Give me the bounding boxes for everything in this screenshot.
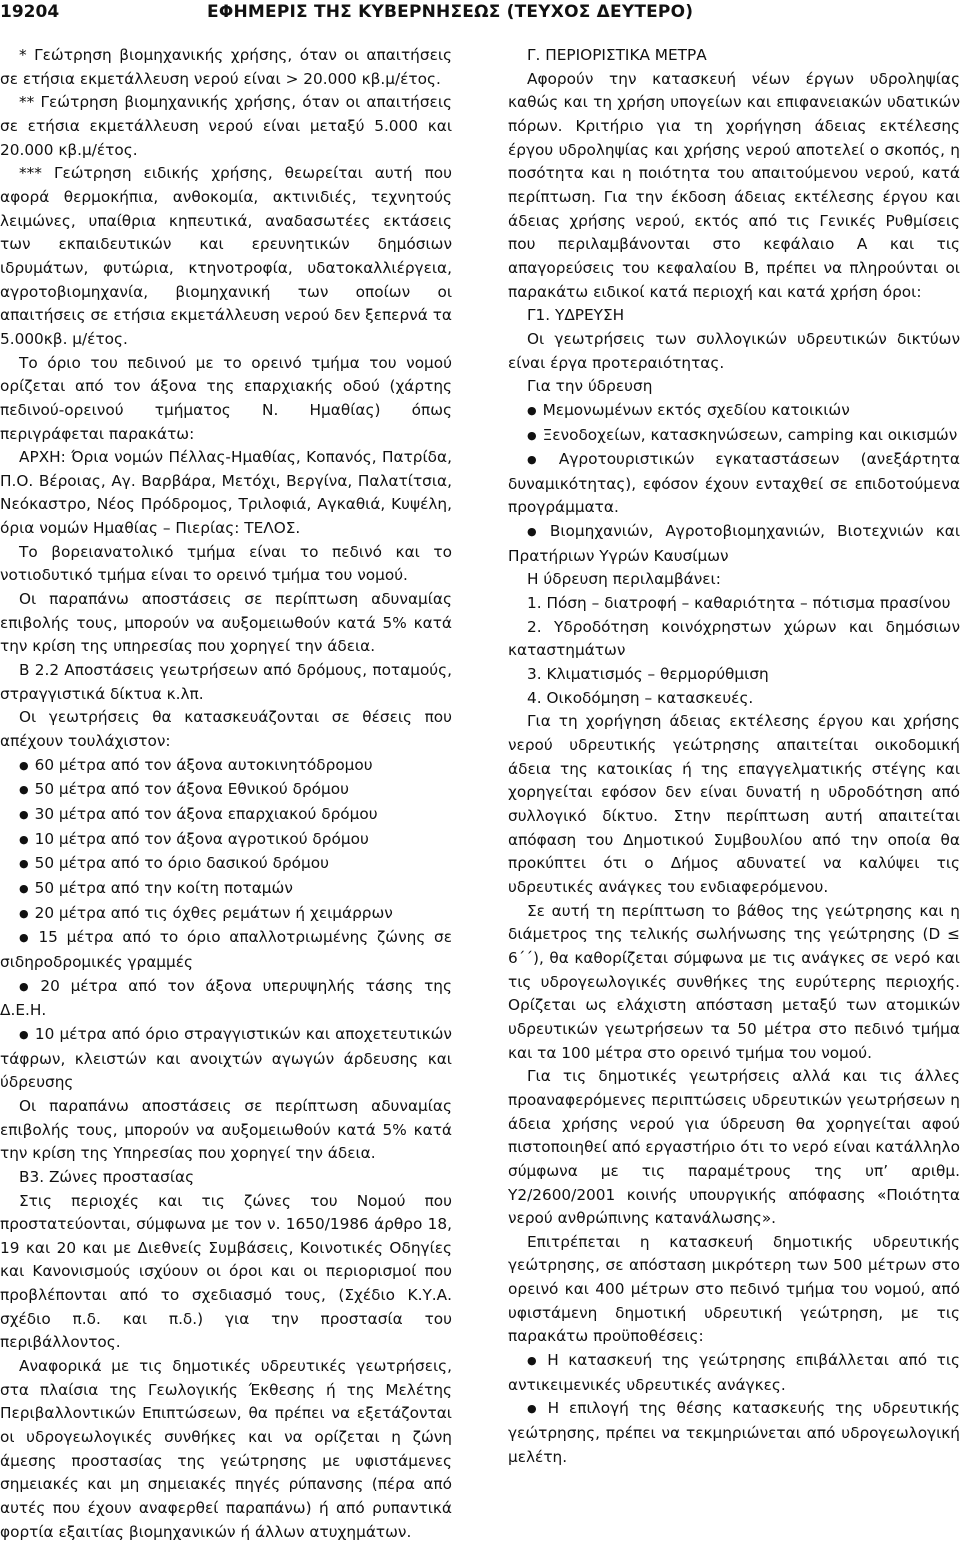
bullet-item: ● Η κατασκευή της γεώτρησης επιβάλλεται από τις αντικειμενικές υδρευτικές ανάγκες. — [508, 1349, 960, 1397]
paragraph: Β 2.2 Αποστάσεις γεωτρήσεων από δρόμους, ποταμούς, στραγγιστικά δίκτυα κ.λπ. — [0, 661, 452, 703]
bullet-item: ● 20 μέτρα από τον άξονα υπερυψηλής τάσης της Δ.Ε.Η. — [0, 975, 452, 1023]
bullet-item: ● 10 μέτρα από όριο στραγγιστικών και αποχετευτικών τάφρων, κλειστών και ανοιχτών αγωγών άρδευσης και ύδρευσης — [0, 1023, 452, 1095]
paragraph: Για τη χορήγηση άδειας εκτέλεσης έργου και χρήσης νερού υδρευτικής γεώτρησης απαιτείται οικοδομική άδεια της κατοικίας ή της επαγγελματικής στέγης και χορηγείται εφόσον δεν είναι δυνατή η υδροδότηση από συλλογικό δίκτυο. Στην περίπτωση αυτή απαιτείται απόφαση του Δημοτικού Συμβουλίου από την οποία θα προκύπτει ότι ο Δήμος αδυνατεί να καλύψει τις υδρευτικές ανάγκες του ενδιαφερόμενου. — [508, 712, 960, 896]
page-number: 19204 — [0, 2, 60, 22]
bullet-item: ● Αγροτουριστικών εγκαταστάσεων (ανεξάρτητα δυναμικότητας), εφόσον έχουν ενταχθεί σε επιδοτούμενα προγράμματα. — [508, 448, 960, 520]
running-title: ΕΦΗΜΕΡΙΣ ΤΗΣ ΚΥΒΕΡΝΗΣΕΩΣ (ΤΕΥΧΟΣ ΔΕΥΤΕΡΟ) — [207, 2, 694, 22]
right-column — [508, 44, 960, 1469]
bullet-item: ● 50 μέτρα από το όριο δασικού δρόμου — [0, 852, 452, 877]
bullet-item: ● 15 μέτρα από το όριο απαλλοτριωμένης ζώνης σε σιδηροδρομικές γραμμές — [0, 926, 452, 974]
bullet-item: ● 60 μέτρα από τον άξονα αυτοκινητόδρομου — [0, 754, 452, 779]
bullet-item: ● Βιομηχανιών, Αγροτοβιομηχανιών, Βιοτεχνιών και Πρατήριων Υγρών Καυσίμων — [508, 520, 960, 568]
paragraph: Οι γεωτρήσεις θα κατασκευάζονται σε θέσεις που απέχουν τουλάχιστον: — [0, 708, 452, 751]
paragraph: 1. Πόση – διατροφή – καθαριότητα – πότισμα πρασίνου — [527, 594, 951, 613]
bullet-item: ● 50 μέτρα από την κοίτη ποταμών — [0, 877, 452, 902]
paragraph: Επιτρέπεται η κατασκευή δημοτικής υδρευτικής γεώτρησης, σε απόσταση μικρότερη των 500 μέτρων στο ορεινό και 400 μέτρων στο πεδινό τμήμα του νομού, από υφιστάμενη δημοτική υδρευτική γεώτρηση, με τις παρακάτω προϋποθέσεις: — [508, 1232, 960, 1346]
paragraph: ΑΡΧΗ: Όρια νομών Πέλλας-Ημαθίας, Κοπανός, Πατρίδα, Π.Ο. Βέροιας, Αγ. Βαρβάρα, Μετόχι, Βεργίνα, Παλατίτσια, Νεόκαστρο, Νέος Πρόδρομος, Τριλοφιά, Αγκαθιά, Κυψέλη, όρια νομών Ημαθίας – Πιερίας: ΤΕΛΟΣ. — [0, 448, 452, 538]
paragraph: Αναφορικά με τις δημοτικές υδρευτικές γεωτρήσεις, στα πλαίσια της Γεωλογικής Έκθεσης ή της Μελέτης Περιβαλλοντικών Επιπτώσεων, θα πρέπει να εξετάζονται οι υδρογεωλογικές συνθήκες και να ορίζεται η ζώνη άμεσης προστασίας της γεώτρησης με υφιστάμενες σημειακές και μη σημειακές πηγές ρύπανσης (πέρα από αυτές που έχουν αναφερθεί παραπάνω) ή από ρυπαντικά φορτία εξαιτίας βιομηχανικών ή άλλων ατυχημάτων. — [0, 1357, 452, 1541]
paragraph: 3. Κλιματισμός – θερμορύθμιση — [527, 665, 769, 684]
paragraph: Στις περιοχές και τις ζώνες του Νομού που προστατεύονται, σύμφωνα με τον ν. 1650/1986 άρθρο 18, 19 και 20 και με Διεθνείς Συμβάσεις, Κοινοτικές Οδηγίες και Κανονισμούς ισχύουν οι όροι και οι περιορισμοί που προβλέπονται από το σχεδιασμό τους, (Σχέδιο Κ.Υ.Α. σχέδιο π.δ. και π.δ.) για την προστασία του περιβάλλοντος. — [0, 1191, 452, 1352]
left-column — [0, 44, 452, 1544]
bullet-item: ● Ξενοδοχείων, κατασκηνώσεων, camping και οικισμών — [508, 424, 960, 449]
paragraph: Γ. ΠΕΡΙΟΡΙΣΤΙΚΑ ΜΕΤΡΑ — [527, 46, 707, 64]
page-header — [0, 0, 960, 30]
paragraph: 2. Υδροδότηση κοινόχρηστων χώρων και δημόσιων καταστημάτων — [508, 617, 960, 660]
paragraph: Αφορούν την κατασκευή νέων έργων υδροληψίας καθώς και τη χρήση υπογείων και επιφανειακών υδατικών πόρων. Κριτήριο για τη χορήγηση άδειας εκτέλεσης έργου υδροληψίας και χρήσης νερού αποτελεί ο σκοπός, η ποσότητα και η ποιότητα του απαιτούμενου νερού, κατά περίπτωση. Για την έκδοση άδειας εκτέλεσης έργου και άδειας χρήσης νερού, εκτός από τις Γενικές Ρυθμίσεις που περιλαμβάνονται στο κεφάλαιο Α και τις απαγορεύσεις του κεφαλαίου Β, πρέπει να πληρούνται οι παρακάτω ειδικοί κατά περιοχή και κατά χρήση όροι: — [508, 69, 960, 301]
paragraph: Το βορειανατολικό τμήμα είναι το πεδινό και το νοτιοδυτικό τμήμα είναι το ορεινό τμήμα του νομού. — [0, 542, 452, 585]
paragraph: Οι γεωτρήσεις των συλλογικών υδρευτικών δικτύων είναι έργα προτεραιότητας. — [508, 329, 960, 372]
paragraph: Σε αυτή τη περίπτωση το βάθος της γεώτρησης και η διάμετρος της τελικής σωλήνωσης της γεώτρησης (D ≤ 6΄΄), θα καθορίζεται σύμφωνα με τις ανάγκες σε νερό και τις υδρογεωλογικές συνθήκες της ευρύτερης περιοχής. Ορίζεται ως ελάχιστη απόσταση μεταξύ των ατομικών υδρευτικών γεωτρήσεων τα 50 μέτρα στο πεδινό τμήμα και τα 100 μέτρα στο ορεινό τμήμα του νομού. — [508, 901, 960, 1062]
bullet-item: ● 30 μέτρα από τον άξονα επαρχιακού δρόμου — [0, 803, 452, 828]
paragraph: Οι παραπάνω αποστάσεις σε περίπτωση αδυναμίας επιβολής τους, μπορούν να αυξομειωθούν κατά 5% κατά την κρίση της Υπηρεσίας που χορηγεί την άδεια. — [0, 1096, 452, 1163]
paragraph: Οι παραπάνω αποστάσεις σε περίπτωση αδυναμίας επιβολής τους, μπορούν να αυξομειωθούν κατά 5% κατά την κρίση της υπηρεσίας που χορηγεί την άδεια. — [0, 590, 452, 656]
paragraph: Β3. Ζώνες προστασίας — [19, 1167, 195, 1186]
bullet-item: ● 50 μέτρα από τον άξονα Εθνικού δρόμου — [0, 778, 452, 803]
paragraph: Για την ύδρευση — [527, 377, 653, 396]
bullet-item: ● 10 μέτρα από τον άξονα αγροτικού δρόμου — [0, 828, 452, 853]
paragraph: 4. Οικοδόμηση – κατασκευές. — [527, 688, 754, 707]
paragraph: *** Γεώτρηση ειδικής χρήσης, θεωρείται αυτή που αφορά θερμοκήπια, ανθοκομία, ακτινιδιές, τεχνητούς λειμώνες, υπαίθρια κηπευτικά, αναδασωτέες εκτάσεις των εκπαιδευτικών και ερευνητικών δημόσιων ιδρυμάτων, φυτώρια, κτηνοτροφία, υδατοκαλλιέργεια, αγροτοβιομηχανία, βιομηχανική των οποίων οι απαιτήσεις σε ετήσια εκμετάλλευση νερού δεν ξεπερνά τα 5.000κβ. μ/έτος. — [0, 164, 452, 348]
paragraph: Γ1. ΥΔΡΕΥΣΗ — [527, 306, 625, 325]
bullet-item: ● Η επιλογή της θέσης κατασκευής της υδρευτικής γεώτρησης, πρέπει να τεκμηριώνεται από υδρογεωλογική μελέτη. — [508, 1397, 960, 1469]
paragraph: Για τις δημοτικές γεωτρήσεις αλλά και τις άλλες προαναφερόμενες περιπτώσεις υδρευτικών γεωτρήσεων η άδεια χρήσης νερού για ύδρευση θα χορηγείται αφού πιστοποιηθεί από εργαστήριο ότι το νερό είναι κατάλληλο σύμφωνα με τις παραμέτρους της υπ’ αριθμ. Υ2/2600/2001 κοινής υπουργικής απόφασης «Ποιότητα νερού ανθρώπινης κατανάλωσης». — [508, 1067, 960, 1228]
paragraph: * Γεώτρηση βιομηχανικής χρήσης, όταν οι απαιτήσεις σε ετήσια εκμετάλλευση νερού είναι > 20.000 κβ.μ/έτος. — [0, 46, 452, 88]
paragraph: ** Γεώτρηση βιομηχανικής χρήσης, όταν οι απαιτήσεις σε ετήσια εκμετάλλευση νερού είναι μεταξύ 5.000 και 20.000 κβ.μ/έτος. — [0, 93, 452, 159]
bullet-item: ● 20 μέτρα από τις όχθες ρεμάτων ή χειμάρρων — [0, 902, 452, 927]
paragraph: Το όριο του πεδινού με το ορεινό τμήμα του νομού ορίζεται από τον άξονα της επαρχιακής οδού (χάρτης πεδινού-ορεινού τμήματος Ν. Ημαθίας) όπως περιγράφεται παρακάτω: — [0, 353, 452, 443]
paragraph: Η ύδρευση περιλαμβάνει: — [527, 570, 721, 589]
bullet-item: ● Μεμονωμένων εκτός σχεδίου κατοικιών — [508, 399, 960, 424]
